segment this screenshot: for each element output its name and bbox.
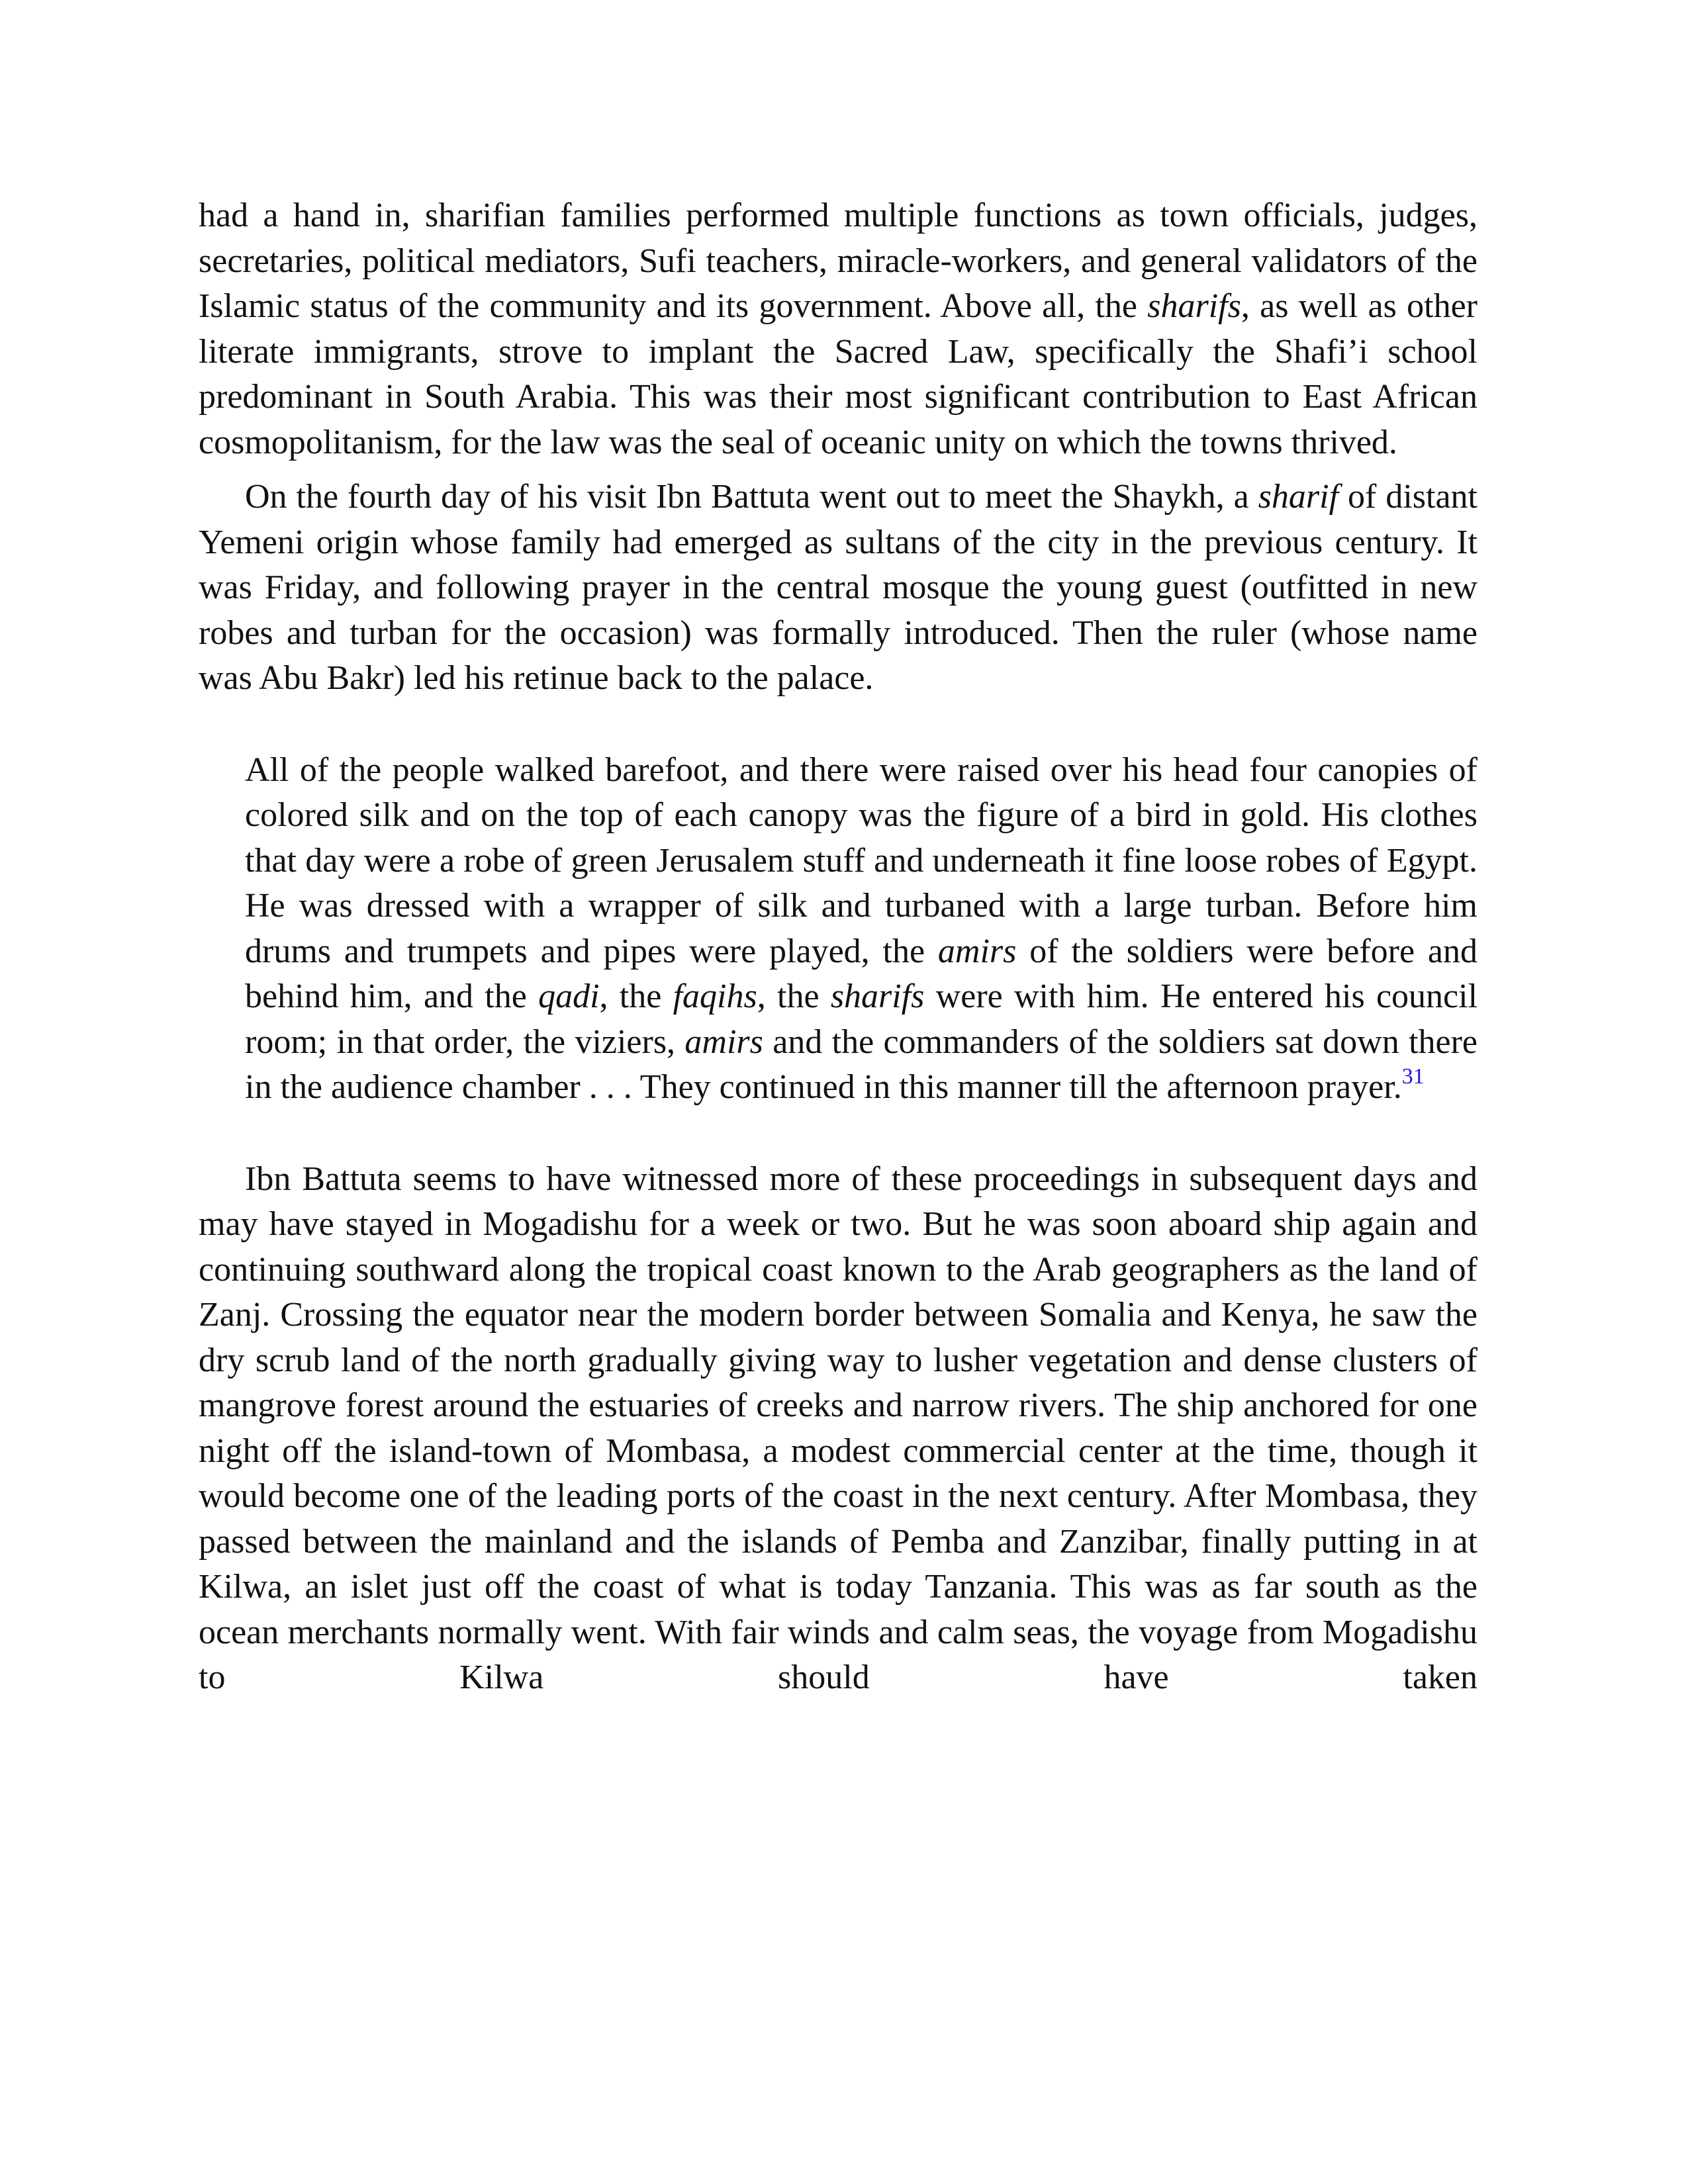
- quote-text: , the: [599, 978, 673, 1015]
- paragraph-text: Ibn Battuta seems to have witnessed more of these proceedings in subsequent days and may have stayed in Mogadishu for a week or two. But he was soon aboard ship again and continuing southward along the tropical coast known to the Arab geographers as the land of Zanj. Crossing the equator near the modern border between Somalia and Kenya, he saw the dry scrub land of the north gradually giving way to lusher vegetation and dense clusters of mangrove forest around the estuaries of creeks and narrow rivers. The ship anchored for one night off the island-town of Mombasa, a modest commercial center at the time, though it would become one of the leading ports of the coast in the next century. After Mombasa, they passed between the mainland and the islands of Pemba and Zanzibar, finally putting in at Kilwa, an islet just off the coast of what is today Tanzania. This was as far south as the ocean merchants normally went. With fair winds and calm seas, the voyage from Mogadishu to Kilwa should have taken: [199, 1160, 1477, 1696]
- italic-term: sharifs: [1147, 287, 1241, 325]
- quote-text: and the commanders of the soldiers sat down there in the audience chamber . . . They continued in this manner till the afternoon prayer.: [245, 1023, 1477, 1106]
- italic-term: amirs: [937, 932, 1017, 970]
- paragraph-journey-to-kilwa: [199, 1157, 1477, 1701]
- quote-text: , the: [757, 978, 831, 1015]
- italic-term: amirs: [684, 1023, 763, 1061]
- italic-term: sharif: [1258, 478, 1339, 516]
- paragraph-continued: [199, 193, 1477, 465]
- italic-term: qadi: [538, 978, 600, 1015]
- paragraph-text: On the fourth day of his visit Ibn Battuta went out to meet the Shaykh, a: [245, 478, 1258, 516]
- page-body: [199, 193, 1477, 1701]
- block-quotation: [245, 748, 1477, 1111]
- quote-text: were with him. He entered his council room; in that order, the viziers,: [245, 978, 1478, 1061]
- quote-text: of the soldiers were before and behind him, and the: [245, 932, 1478, 1015]
- paragraph-ibn-battuta-meets-shaykh: [199, 475, 1477, 702]
- footnote-reference-link[interactable]: 31: [1401, 1064, 1425, 1089]
- paragraph-text: had a hand in, sharifian families performed multiple functions as town officials, judges, secretaries, political mediators, Sufi teachers, miracle-workers, and general validators of the Islamic status of the community and its government. Above all, the: [199, 197, 1477, 325]
- quote-text: All of the people walked barefoot, and there were raised over his head four canopies of colored silk and on the top of each canopy was the figure of a bird in gold. His clothes that day were a robe of green Jerusalem stuff and underneath it fine loose robes of Egypt. He was dressed with a wrapper of silk and turbaned with a large turban. Before him drums and trumpets and pipes were played, the: [245, 751, 1477, 970]
- paragraph-text: , as well as other literate immigrants, strove to implant the Sacred Law, specifically the Shafi’i school predominant in South Arabia. This was their most significant contribution to East African cosmopolitanism, for the law was the seal of oceanic unity on which the towns thrived.: [199, 287, 1477, 461]
- italic-term: faqihs: [673, 978, 757, 1015]
- italic-term: sharifs: [830, 978, 925, 1015]
- paragraph-text: of distant Yemeni origin whose family had emerged as sultans of the city in the previous century. It was Friday, and following prayer in the central mosque the young guest (outfitted in new robes and turban for the occasion) was formally introduced. Then the ruler (whose name was Abu Bakr) led his retinue back to the palace.: [199, 478, 1477, 697]
- quotation-text: [245, 748, 1477, 1111]
